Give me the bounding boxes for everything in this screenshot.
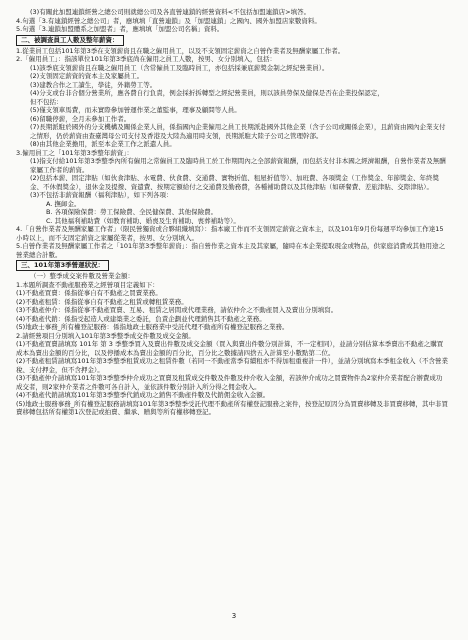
text-line: (1)不動產買賣：係指從事自有不動產之買賣業務。 [16, 289, 162, 297]
text-line: (2)不動產租賃：係指從事自有不動產之租賃或轉租賃業務。 [16, 297, 188, 306]
text-line: 2.請經營項目分別填入101年第3季整季成交件數及成交金額。 [16, 331, 195, 340]
text-line: (3)不動產仲介：係指從事不動產買賣、互易、租賃之居間或代理業務，請依仲介之不動產買入及賣出分別填寫。 [16, 306, 338, 314]
text-line: (1)該季底支領薪資且在職之僱用員工（含常僱員工及臨時員工，亦包括採兼底薪獎金制之經紀營業員）。 [30, 63, 329, 72]
text-line: (3)建教合作之工讀生，學徒，外籍勞工等。 [30, 80, 157, 89]
text-line: (5)地政士事務_所有權登記服務：係指地政士服務業中受託代理不動產所有權登記服務之業務。 [16, 323, 289, 331]
text-line: (3)不動產仲介請填寫101年第3季整季仲介成功之買賣及租賃成交件數及件數及仲介收入金額，若該仲介成功之買賣物件為2家仲介業者配合辦費成功成交者，則2家仲介業者之件數可各自計入，並依該件數分別計入所分得之佣金收入。 [16, 374, 443, 391]
text-line: B. 各項保險保費：勞工保險費、全民健保費、其他保險費。 [46, 208, 218, 216]
text-line: (4)分支或台非合個分營業所，應各費自行負責，例金採折拆轉型之經紀營業員，則以該員勞保及健保是否在企業投保認定， [30, 89, 384, 97]
text-line: (6)留職停薪，全月未參加工作者。 [30, 114, 131, 123]
page-number: 3 [231, 612, 237, 620]
text-line: (3)不包括非薪資報酬（福利津貼），如下列各項： [30, 191, 173, 199]
text-line: 但不包括： [30, 97, 63, 106]
text-line: (5)地政士服務事務_所有權登記服務請填寫101年第3季整季受託代理不動產所有權登記服務之案件，按登記原因分為買賣移轉及非買賣移轉，其中非買賣移轉包括所有權第1次登記或拍賣、繼承、贈與等所有權移轉登記。 [16, 399, 448, 416]
text-line: 1.從業員工包括101年第3季在支領薪資且在職之僱用員工，以及不支領固定薪資之自營作業者及無酬家屬工作者。 [16, 46, 345, 55]
text-line: (2)包括本薪、固定津貼（如伙食津貼、水電費、伙食費、交通費、實物折值、租屋折值等）、加班費、各項獎金（工作獎金、年節獎金、年終獎金、不休假獎金），退休金及提撥、資遣費、按期定額給付之交通費及勤務費，各種補助費以及其他津貼（如研餐費、差旅津貼、交際津貼）。 [30, 174, 439, 191]
text-line: 4.句選「3.有連鎖經營之總公司」者，應填填「直營連鎖」及「加盟連鎖」之國內、國外加盟店家數資料。 [16, 16, 321, 25]
text-line: A. 撫卹金。 [46, 199, 81, 208]
text-line: 5.自營作業者及無酬家屬工作者之「101年第3季整年薪資」：指自營作業之資本主及其家屬，隨時在本企業提取現金或物品，供家庭消費或其他用途之營業總合計數。 [16, 242, 445, 259]
text-line: (7)長期派駐於國外的分支機構及關係企業人員，係指國內企業僱用之員工長期派赴國外其他企業（含子公司或關係企業），且薪資由國內企業支付之情形，仍於薪資由查臺灣母公司支付及香港及大陸為適用時支領，長期派駐大陸子公司之管理幹部。 [30, 123, 446, 140]
text-line: (4)不動產代銷請填寫101年第3季整季代銷成功之銷售不動產件數及代銷佣金收入金額。 [16, 391, 270, 399]
section-header [16, 35, 448, 46]
document-body [16, 8, 448, 417]
text-line: 1.本題所調查不動產服務業之經營項目定義如下： [16, 280, 159, 289]
text-line: (3)有關此加盟連鎖經營之總公司則就總公司及各直營連鎖的經營資料<不包括加盟連鎖店>填答。 [30, 8, 311, 16]
text-line: (1)不動產買賣請填寫 101年 第 3 季整季買入及賣出件數及成交金額（買入與賣出件數分別計算，不一定相同），並請分別估算本季賣出不動產之購買成本為賣出金額的百分比，以及停播成本為賣出金額的百分比，百分比之數據請四捨五入計算至小數點第二位。 [16, 340, 444, 357]
text-line: (1)指支付給101年第3季整季內所有僱用之常僱員工及臨時員工於工作期間內之全部薪資報酬，而包括支付非本國之經濟報酬，自營作業者及無酬家屬工作者的薪資。 [30, 157, 446, 174]
section-header [16, 260, 448, 271]
text-line: 2.「僱用員工」：指該單位101年第3季底尚在僱用之員工人數，按男、女分別填入，包括： [16, 55, 276, 63]
text-line: (5)僅支領車馬費，而未實際參加營運作業之董監事，理事及顧問等人員。 [30, 106, 241, 114]
text-line: 4.「自營作業者及無酬家屬工作者」（限民營獨資或合夥組織填寫）：指本廠工作而不支領固定薪資之資本主，以及101年9月份每週平均參加工作達15小時以上，而不支固定薪資之家屬從業者，按男、女分別填入。 [16, 225, 444, 242]
section-header-label: 三、101年第3季營運狀況： [16, 260, 109, 271]
text-line: (4)不動產代銷：係指受起造人或建築業之委託，負責企劃並代理銷售其不動產之業務。 [16, 314, 266, 323]
text-line: 3.僱用員工之「101年第3季整年薪資」： [16, 148, 133, 157]
text-line: (2)支領固定薪資的資本主及家屬員工。 [30, 72, 144, 80]
text-line: （一）整季成交案件數及營業金額： [30, 272, 134, 280]
text-line: (2)不動產租賃請填寫101年第3季整季租賃成功之租賃件數（若同一不動產當季有續租亦不得加租重複計一件），並請分別填寫本季租金收入（不含營業稅、支付押金，但不含押金）。 [16, 357, 448, 374]
section-header-label: 二、被調查員工人數及整年薪資： [16, 35, 124, 46]
text-line: 5.句選「3.連鎖加盟體系之加盟者」者，應填填「加盟公司名稱」資料。 [16, 25, 224, 33]
text-line: C. 其他福利補助費（如教育補助、婚喪及生育補助、喪葬補助等）。 [46, 216, 240, 225]
text-line: (8)由其他企業擔用，派至本企業工作之派遣人員。 [30, 140, 176, 148]
